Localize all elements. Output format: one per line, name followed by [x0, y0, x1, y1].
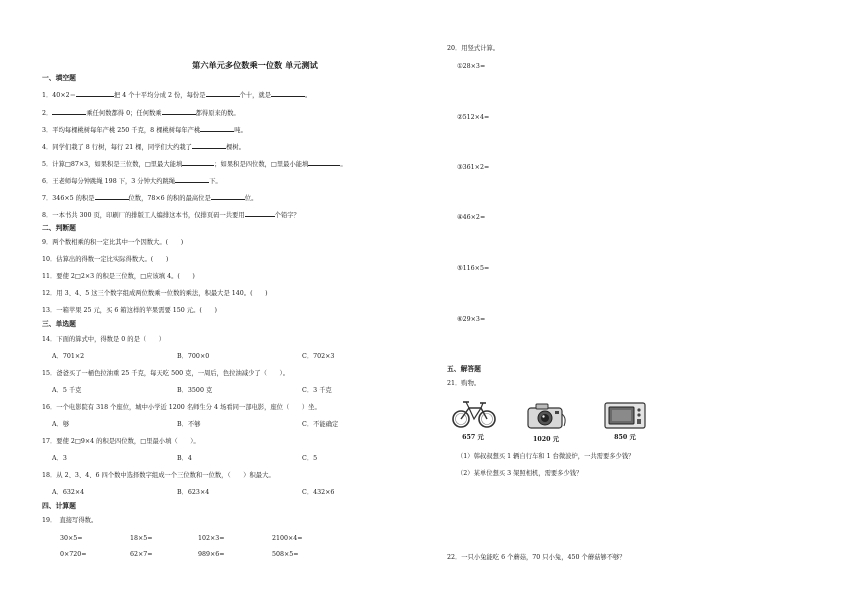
vertical-item-5: ⑤116×5=: [457, 265, 490, 272]
question-22: 22．一只小兔能吃 6 个蘑菇，70 只小兔，450 个蘑菇够不够？: [447, 554, 626, 561]
question-17: 17．要使 2□9×4 的积是四位数，□里最小填（ ）。: [42, 438, 200, 445]
section-choice-heading: 三、单选题: [42, 320, 76, 328]
question-11: 11．要使 2□2×3 的积是三位数，□应该填 4。( ): [42, 273, 195, 280]
calc-item: 2100×4=: [272, 535, 303, 542]
question-14: 14．下面的算式中，得数是 0 的是（ ）: [42, 336, 166, 343]
q16-option-c: C．不能确定: [302, 421, 339, 428]
calc-item: 989×6=: [198, 551, 225, 558]
q16-option-b: B．不够: [177, 421, 201, 428]
question-2: 2． 乘任何数都得 0；任何数乘 都得原来的数。: [42, 110, 240, 117]
calc-item: 18×5=: [130, 535, 153, 542]
question-9: 9．两个数相乘的积一定比其中一个因数大。( ): [42, 239, 184, 246]
calc-item: 0×720=: [60, 551, 87, 558]
question-12: 12．用 3、4、5 这三个数字组成两位数乘一位数的乘法，积最大是 140。( ): [42, 290, 268, 297]
calc-item: 102×3=: [198, 535, 225, 542]
q14-option-c: C．702×3: [302, 353, 335, 360]
section-solve-heading: 五、解答题: [447, 365, 481, 373]
price-label: 657 元: [462, 434, 484, 441]
q18-option-c: C．432×6: [302, 489, 335, 496]
vertical-item-2: ②512×4=: [457, 114, 490, 121]
q18-option-b: B．623×4: [177, 489, 210, 496]
question-3: 3．平均每棵桃树每年产桃 250 千克，8 棵桃树每年产桃 吨。: [42, 127, 247, 134]
question-10: 10．估算出的得数一定比实际得数大。( ): [42, 256, 169, 263]
q15-option-b: B．3500 克: [177, 387, 213, 394]
q14-option-a: A．701×2: [52, 353, 85, 360]
q17-option-c: C．5: [302, 455, 318, 462]
section-judge-heading: 二、判断题: [42, 224, 76, 232]
page-title: 第六单元多位数乘一位数 单元测试: [192, 60, 318, 70]
question-15: 15．爸爸买了一桶色拉油重 25 千克，每天吃 500 克，一周后，色拉油减少了（ ）。: [42, 370, 289, 377]
calc-item: 62×7=: [130, 551, 153, 558]
q14-option-b: B．700×0: [177, 353, 210, 360]
question-8: 8．一本书共 300 页，印刷厂的排版工人编排这本书，仅排页码一共要用 个铅字？: [42, 212, 300, 219]
question-20: 20．用竖式计算。: [447, 45, 500, 52]
q15-option-a: A．5 千克: [52, 387, 82, 394]
question-21: 21．购物。: [447, 380, 481, 387]
question-1: 1．40×2＝ 把 4 个十平均分成 2 份，每份是 个十，就是 。: [42, 92, 312, 99]
question-18: 18．从 2、3、4、6 四个数中选择数字组成一个三位数和一位数，（ ）积最大。: [42, 472, 275, 479]
vertical-item-6: ⑥29×3=: [457, 316, 486, 323]
question-4: 4．同学们栽了 8 行树，每行 21 棵，同学们大约栽了 棵树。: [42, 144, 245, 151]
question-5: 5．计算□87×3，如果积是三位数，□里最大能填 ；如果积是四位数，□里最小能填 。: [42, 161, 347, 168]
bicycle-image: [451, 398, 497, 430]
q18-option-a: A．632×4: [52, 489, 85, 496]
vertical-item-3: ③361×2=: [457, 164, 490, 171]
vertical-item-4: ④46×2=: [457, 214, 486, 221]
calc-item: 30×5=: [60, 535, 83, 542]
section-fill-heading: 一、填空题: [42, 74, 76, 82]
q17-option-b: B．4: [177, 455, 192, 462]
question-16: 16．一个电影院有 318 个座位，城中小学近 1200 名师生分 4 场看同一部电影，座位（ ）坐。: [42, 404, 321, 411]
question-21-part-1: （1）韩叔叔想买 1 辆自行车和 1 台微波炉，一共需要多少钱？: [457, 453, 635, 460]
price-label: 850 元: [614, 434, 636, 441]
vertical-item-1: ①28×3=: [457, 63, 486, 70]
price-label: 1020 元: [532, 436, 559, 443]
question-13: 13．一箱苹果 25 元，买 6 箱这样的苹果需要 150 元。( ): [42, 307, 217, 314]
camera-image: [524, 400, 568, 432]
q16-option-a: A．够: [52, 421, 70, 428]
microwave-image: [604, 402, 646, 430]
question-21-part-2: （2）某单位想买 3 架照相机，需要多少钱？: [457, 470, 583, 477]
question-6: 6．王老师每分钟跳绳 198 下，3 分钟大约跳绳 下。: [42, 178, 222, 185]
q15-option-c: C．3 千克: [302, 387, 332, 394]
question-19: 19． 直接写得数。: [42, 517, 98, 524]
q17-option-a: A．3: [52, 455, 67, 462]
calc-item: 508×5=: [272, 551, 299, 558]
section-calc-heading: 四、计算题: [42, 502, 76, 510]
question-7: 7．346×5 的积是 位数，78×6 的积的最高位是 位。: [42, 195, 258, 202]
